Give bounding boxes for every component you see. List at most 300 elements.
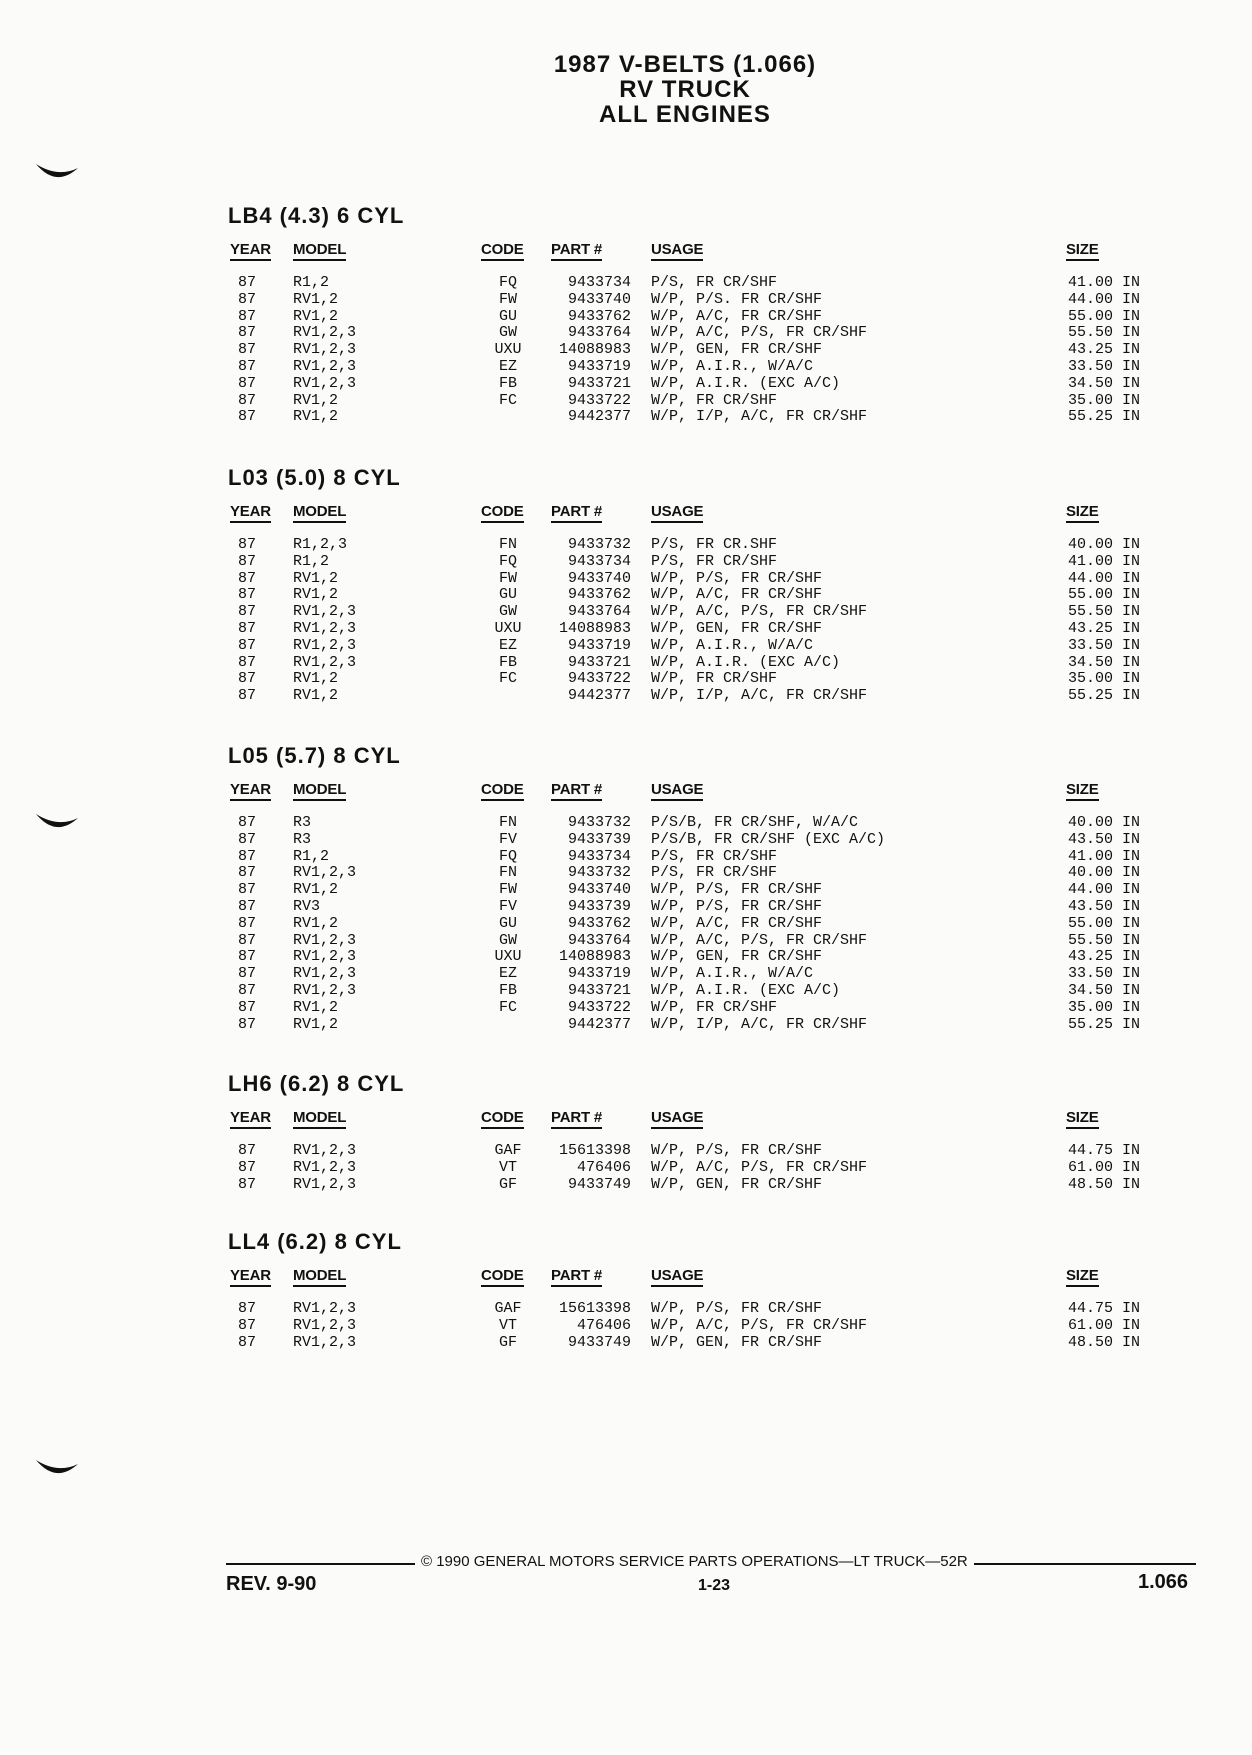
cell-size: 41.00 IN bbox=[1068, 274, 1141, 291]
cell-model: R1,2 bbox=[293, 552, 330, 570]
cell-year: 87 bbox=[238, 324, 257, 342]
cell-size: 33.50 IN bbox=[1068, 965, 1141, 983]
cell-part: 9433764 bbox=[567, 324, 631, 342]
column-header-year: YEAR bbox=[230, 781, 271, 801]
cell-model: RV1,2,3 bbox=[293, 324, 357, 342]
title-line-1: 1987 V-BELTS (1.066) bbox=[553, 51, 817, 78]
cell-code: FB bbox=[498, 374, 517, 392]
engine-section bbox=[228, 1229, 1148, 1351]
cell-part: 9433740 bbox=[567, 569, 631, 587]
cell-part: 9433740 bbox=[567, 881, 631, 899]
cell-size: 44.00 IN bbox=[1068, 290, 1141, 308]
cell-usage: W/P, A/C, P/S, FR CR/SHF bbox=[651, 1158, 868, 1176]
cell-usage: W/P, A/C, FR CR/SHF bbox=[651, 307, 823, 325]
cell-year: 87 bbox=[238, 619, 257, 637]
cell-part: 9433762 bbox=[567, 307, 631, 325]
cell-part: 9433722 bbox=[567, 670, 631, 688]
table-row bbox=[228, 1318, 1148, 1335]
revision-label: REV. 9-90 bbox=[226, 1573, 317, 1595]
cell-part: 9433734 bbox=[567, 274, 631, 291]
table-row bbox=[228, 832, 1148, 849]
cell-size: 44.00 IN bbox=[1068, 569, 1141, 587]
cell-part: 9433721 bbox=[567, 374, 631, 392]
column-header-part: PART # bbox=[551, 503, 602, 523]
cell-model: RV1,2,3 bbox=[293, 1158, 357, 1176]
column-header-code: CODE bbox=[481, 503, 524, 523]
cell-usage: W/P, A/C, FR CR/SHF bbox=[651, 914, 823, 932]
column-header-model: MODEL bbox=[293, 781, 346, 801]
column-headers bbox=[228, 241, 1148, 265]
cell-year: 87 bbox=[238, 586, 257, 604]
cell-code: FN bbox=[498, 864, 517, 882]
cell-part: 9433732 bbox=[567, 536, 631, 553]
cell-usage: W/P, A.I.R., W/A/C bbox=[651, 357, 814, 375]
cell-part: 9433764 bbox=[567, 931, 631, 949]
cell-part: 9433762 bbox=[567, 914, 631, 932]
cell-year: 87 bbox=[238, 408, 257, 426]
cell-model: RV1,2 bbox=[293, 881, 339, 899]
table-row bbox=[228, 571, 1148, 588]
column-header-year: YEAR bbox=[230, 1109, 271, 1129]
column-header-code: CODE bbox=[481, 781, 524, 801]
cell-usage: W/P, A.I.R. (EXC A/C) bbox=[651, 374, 841, 392]
cell-code: FC bbox=[498, 998, 517, 1016]
column-header-year: YEAR bbox=[230, 241, 271, 261]
cell-model: R3 bbox=[293, 814, 312, 831]
cell-model: R1,2 bbox=[293, 847, 330, 865]
cell-usage: W/P, A/C, FR CR/SHF bbox=[651, 586, 823, 604]
cell-usage: W/P, A/C, P/S, FR CR/SHF bbox=[651, 1316, 868, 1334]
table-row bbox=[228, 966, 1148, 983]
cell-model: RV1,2 bbox=[293, 586, 339, 604]
column-header-size: SIZE bbox=[1066, 241, 1099, 261]
cell-part: 9433739 bbox=[567, 830, 631, 848]
cell-year: 87 bbox=[238, 603, 257, 621]
cell-year: 87 bbox=[238, 357, 257, 375]
section-heading: LL4 (6.2) 8 CYL bbox=[228, 1229, 402, 1254]
table-row bbox=[228, 1000, 1148, 1017]
table-row bbox=[228, 554, 1148, 571]
cell-code: GW bbox=[498, 324, 517, 342]
cell-year: 87 bbox=[238, 670, 257, 688]
cell-usage: W/P, I/P, A/C, FR CR/SHF bbox=[651, 408, 868, 426]
table-row bbox=[228, 376, 1148, 393]
cell-size: 41.00 IN bbox=[1068, 552, 1141, 570]
cell-model: RV1,2,3 bbox=[293, 931, 357, 949]
engine-section bbox=[228, 203, 1148, 426]
table-row bbox=[228, 1017, 1148, 1034]
table-body bbox=[228, 275, 1148, 426]
cell-part: 9433719 bbox=[567, 636, 631, 654]
cell-model: RV1,2,3 bbox=[293, 1316, 357, 1334]
column-header-code: CODE bbox=[481, 1267, 524, 1287]
cell-size: 33.50 IN bbox=[1068, 636, 1141, 654]
table-body bbox=[228, 1301, 1148, 1351]
table-row bbox=[228, 882, 1148, 899]
cell-model: RV1,2 bbox=[293, 307, 339, 325]
cell-code: FN bbox=[498, 814, 517, 831]
table-body bbox=[228, 537, 1148, 705]
cell-model: RV1,2 bbox=[293, 290, 339, 308]
cell-model: RV1,2,3 bbox=[293, 864, 357, 882]
cell-part: 9433749 bbox=[567, 1175, 631, 1193]
cell-size: 55.00 IN bbox=[1068, 307, 1141, 325]
table-row bbox=[228, 409, 1148, 426]
cell-size: 35.00 IN bbox=[1068, 391, 1141, 409]
cell-part: 9433739 bbox=[567, 897, 631, 915]
cell-model: RV1,2,3 bbox=[293, 948, 357, 966]
footer-copyright: © 1990 GENERAL MOTORS SERVICE PARTS OPERATIONS—LT TRUCK—52R bbox=[415, 1553, 974, 1570]
cell-model: RV1,2,3 bbox=[293, 965, 357, 983]
table-row bbox=[228, 815, 1148, 832]
cell-year: 87 bbox=[238, 1333, 257, 1351]
cell-model: RV1,2 bbox=[293, 670, 339, 688]
cell-year: 87 bbox=[238, 847, 257, 865]
table-row bbox=[228, 638, 1148, 655]
cell-model: RV1,2,3 bbox=[293, 981, 357, 999]
cell-model: RV1,2 bbox=[293, 687, 339, 705]
cell-model: RV1,2 bbox=[293, 569, 339, 587]
cell-code: FC bbox=[498, 391, 517, 409]
column-headers bbox=[228, 781, 1148, 805]
cell-year: 87 bbox=[238, 1316, 257, 1334]
cell-year: 87 bbox=[238, 341, 257, 359]
cell-usage: W/P, P/S. FR CR/SHF bbox=[651, 290, 823, 308]
table-row bbox=[228, 342, 1148, 359]
cell-code: GU bbox=[498, 914, 517, 932]
cell-code: EZ bbox=[498, 965, 517, 983]
cell-year: 87 bbox=[238, 687, 257, 705]
section-heading: L05 (5.7) 8 CYL bbox=[228, 743, 401, 768]
section-heading: LB4 (4.3) 6 CYL bbox=[228, 203, 405, 228]
engine-section bbox=[228, 743, 1148, 1033]
cell-usage: W/P, FR CR/SHF bbox=[651, 391, 778, 409]
table-row bbox=[228, 849, 1148, 866]
cell-part: 476406 bbox=[576, 1158, 631, 1176]
cell-usage: P/S, FR CR/SHF bbox=[651, 274, 778, 291]
cell-code: FB bbox=[498, 653, 517, 671]
cell-code: GU bbox=[498, 307, 517, 325]
cell-usage: W/P, I/P, A/C, FR CR/SHF bbox=[651, 687, 868, 705]
binder-hole-mark-icon bbox=[34, 812, 80, 834]
cell-code: GF bbox=[498, 1175, 517, 1193]
cell-code: GAF bbox=[494, 1300, 522, 1317]
cell-usage: P/S, FR CR.SHF bbox=[651, 536, 778, 553]
cell-usage: W/P, GEN, FR CR/SHF bbox=[651, 948, 823, 966]
column-header-usage: USAGE bbox=[651, 241, 703, 261]
cell-size: 48.50 IN bbox=[1068, 1333, 1141, 1351]
cell-model: RV1,2,3 bbox=[293, 636, 357, 654]
cell-usage: W/P, P/S, FR CR/SHF bbox=[651, 1142, 823, 1159]
cell-part: 9433734 bbox=[567, 552, 631, 570]
cell-code: VT bbox=[498, 1316, 517, 1334]
column-header-size: SIZE bbox=[1066, 1267, 1099, 1287]
cell-size: 48.50 IN bbox=[1068, 1175, 1141, 1193]
table-row bbox=[228, 916, 1148, 933]
cell-code: VT bbox=[498, 1158, 517, 1176]
cell-size: 40.00 IN bbox=[1068, 864, 1141, 882]
cell-size: 55.25 IN bbox=[1068, 408, 1141, 426]
cell-size: 44.75 IN bbox=[1068, 1142, 1141, 1159]
cell-year: 87 bbox=[238, 1142, 257, 1159]
column-headers bbox=[228, 503, 1148, 527]
table-row bbox=[228, 865, 1148, 882]
cell-part: 9433719 bbox=[567, 965, 631, 983]
cell-code: FB bbox=[498, 981, 517, 999]
cell-size: 61.00 IN bbox=[1068, 1316, 1141, 1334]
cell-usage: W/P, A/C, P/S, FR CR/SHF bbox=[651, 603, 868, 621]
column-header-part: PART # bbox=[551, 1267, 602, 1287]
cell-year: 87 bbox=[238, 1300, 257, 1317]
cell-year: 87 bbox=[238, 948, 257, 966]
cell-part: 9433732 bbox=[567, 814, 631, 831]
cell-size: 35.00 IN bbox=[1068, 998, 1141, 1016]
cell-year: 87 bbox=[238, 552, 257, 570]
cell-year: 87 bbox=[238, 1175, 257, 1193]
cell-usage: W/P, A/C, P/S, FR CR/SHF bbox=[651, 324, 868, 342]
document-number: 1.066 bbox=[1138, 1571, 1189, 1593]
engine-section bbox=[228, 1071, 1148, 1193]
cell-model: RV1,2 bbox=[293, 914, 339, 932]
cell-model: RV1,2 bbox=[293, 1015, 339, 1033]
cell-part: 14088983 bbox=[558, 619, 631, 637]
title-line-2: RV TRUCK bbox=[619, 76, 751, 103]
column-header-model: MODEL bbox=[293, 503, 346, 523]
cell-code: FQ bbox=[498, 274, 517, 291]
cell-year: 87 bbox=[238, 914, 257, 932]
cell-part: 9442377 bbox=[567, 408, 631, 426]
table-row bbox=[228, 983, 1148, 1000]
table-row bbox=[228, 587, 1148, 604]
cell-code: GW bbox=[498, 931, 517, 949]
table-row bbox=[228, 621, 1148, 638]
engine-section bbox=[228, 465, 1148, 705]
cell-size: 55.25 IN bbox=[1068, 687, 1141, 705]
cell-code: FC bbox=[498, 670, 517, 688]
table-row bbox=[228, 949, 1148, 966]
cell-usage: W/P, FR CR/SHF bbox=[651, 998, 778, 1016]
cell-code: FQ bbox=[498, 847, 517, 865]
column-header-size: SIZE bbox=[1066, 1109, 1099, 1129]
table-row bbox=[228, 1301, 1148, 1318]
column-header-usage: USAGE bbox=[651, 781, 703, 801]
cell-code: UXU bbox=[494, 619, 522, 637]
cell-year: 87 bbox=[238, 814, 257, 831]
table-body bbox=[228, 1143, 1148, 1193]
cell-usage: W/P, A/C, P/S, FR CR/SHF bbox=[651, 931, 868, 949]
cell-model: RV1,2,3 bbox=[293, 653, 357, 671]
cell-size: 40.00 IN bbox=[1068, 536, 1141, 553]
cell-year: 87 bbox=[238, 274, 257, 291]
table-row bbox=[228, 933, 1148, 950]
table-row bbox=[228, 325, 1148, 342]
cell-part: 9433762 bbox=[567, 586, 631, 604]
cell-model: R1,2,3 bbox=[293, 536, 348, 553]
binder-hole-mark-icon bbox=[34, 1458, 80, 1480]
table-row bbox=[228, 688, 1148, 705]
cell-model: RV1,2 bbox=[293, 408, 339, 426]
cell-model: RV3 bbox=[293, 897, 321, 915]
table-body bbox=[228, 815, 1148, 1033]
column-header-size: SIZE bbox=[1066, 781, 1099, 801]
column-header-part: PART # bbox=[551, 241, 602, 261]
cell-usage: W/P, A.I.R., W/A/C bbox=[651, 636, 814, 654]
cell-size: 55.25 IN bbox=[1068, 1015, 1141, 1033]
cell-year: 87 bbox=[238, 998, 257, 1016]
cell-usage: W/P, A.I.R. (EXC A/C) bbox=[651, 981, 841, 999]
cell-usage: P/S, FR CR/SHF bbox=[651, 552, 778, 570]
cell-code: UXU bbox=[494, 341, 522, 359]
table-row bbox=[228, 604, 1148, 621]
title-line-3: ALL ENGINES bbox=[599, 101, 771, 128]
table-row bbox=[228, 309, 1148, 326]
cell-code: GW bbox=[498, 603, 517, 621]
cell-usage: W/P, I/P, A/C, FR CR/SHF bbox=[651, 1015, 868, 1033]
column-header-size: SIZE bbox=[1066, 503, 1099, 523]
cell-year: 87 bbox=[238, 881, 257, 899]
column-header-model: MODEL bbox=[293, 1267, 346, 1287]
cell-size: 61.00 IN bbox=[1068, 1158, 1141, 1176]
cell-part: 9433722 bbox=[567, 391, 631, 409]
table-row bbox=[228, 899, 1148, 916]
cell-model: R3 bbox=[293, 830, 312, 848]
section-heading: L03 (5.0) 8 CYL bbox=[228, 465, 401, 490]
cell-usage: W/P, P/S, FR CR/SHF bbox=[651, 897, 823, 915]
cell-part: 476406 bbox=[576, 1316, 631, 1334]
cell-size: 55.00 IN bbox=[1068, 914, 1141, 932]
cell-part: 9433732 bbox=[567, 864, 631, 882]
cell-usage: P/S/B, FR CR/SHF (EXC A/C) bbox=[651, 830, 886, 848]
cell-code: EZ bbox=[498, 357, 517, 375]
table-row bbox=[228, 292, 1148, 309]
cell-part: 14088983 bbox=[558, 948, 631, 966]
table-row bbox=[228, 655, 1148, 672]
cell-size: 43.25 IN bbox=[1068, 619, 1141, 637]
cell-code: GF bbox=[498, 1333, 517, 1351]
cell-usage: W/P, A.I.R., W/A/C bbox=[651, 965, 814, 983]
cell-code: FV bbox=[498, 830, 517, 848]
cell-part: 9433734 bbox=[567, 847, 631, 865]
column-header-year: YEAR bbox=[230, 1267, 271, 1287]
table-row bbox=[228, 537, 1148, 554]
cell-usage: W/P, P/S, FR CR/SHF bbox=[651, 1300, 823, 1317]
cell-model: RV1,2,3 bbox=[293, 603, 357, 621]
table-row bbox=[228, 1143, 1148, 1160]
column-header-year: YEAR bbox=[230, 503, 271, 523]
column-header-code: CODE bbox=[481, 1109, 524, 1129]
cell-code: EZ bbox=[498, 636, 517, 654]
cell-usage: W/P, GEN, FR CR/SHF bbox=[651, 341, 823, 359]
page-number: 1-23 bbox=[698, 1577, 731, 1594]
cell-part: 9442377 bbox=[567, 1015, 631, 1033]
cell-model: RV1,2,3 bbox=[293, 357, 357, 375]
cell-size: 34.50 IN bbox=[1068, 653, 1141, 671]
cell-part: 9433740 bbox=[567, 290, 631, 308]
cell-model: RV1,2,3 bbox=[293, 619, 357, 637]
cell-year: 87 bbox=[238, 830, 257, 848]
cell-year: 87 bbox=[238, 864, 257, 882]
cell-year: 87 bbox=[238, 636, 257, 654]
cell-part: 9433764 bbox=[567, 603, 631, 621]
cell-year: 87 bbox=[238, 965, 257, 983]
cell-usage: P/S, FR CR/SHF bbox=[651, 847, 778, 865]
cell-size: 43.50 IN bbox=[1068, 830, 1141, 848]
cell-code: FQ bbox=[498, 552, 517, 570]
cell-part: 9433722 bbox=[567, 998, 631, 1016]
cell-code: FN bbox=[498, 536, 517, 553]
cell-part: 9433721 bbox=[567, 653, 631, 671]
cell-usage: W/P, A.I.R. (EXC A/C) bbox=[651, 653, 841, 671]
cell-usage: W/P, FR CR/SHF bbox=[651, 670, 778, 688]
column-header-usage: USAGE bbox=[651, 1109, 703, 1129]
column-header-usage: USAGE bbox=[651, 1267, 703, 1287]
cell-size: 41.00 IN bbox=[1068, 847, 1141, 865]
cell-year: 87 bbox=[238, 569, 257, 587]
table-row bbox=[228, 1160, 1148, 1177]
cell-year: 87 bbox=[238, 931, 257, 949]
cell-model: RV1,2,3 bbox=[293, 1300, 357, 1317]
cell-year: 87 bbox=[238, 307, 257, 325]
cell-year: 87 bbox=[238, 374, 257, 392]
cell-size: 35.00 IN bbox=[1068, 670, 1141, 688]
column-header-part: PART # bbox=[551, 1109, 602, 1129]
cell-usage: W/P, P/S, FR CR/SHF bbox=[651, 881, 823, 899]
cell-size: 43.50 IN bbox=[1068, 897, 1141, 915]
column-headers bbox=[228, 1267, 1148, 1291]
cell-size: 55.50 IN bbox=[1068, 603, 1141, 621]
cell-usage: P/S/B, FR CR/SHF, W/A/C bbox=[651, 814, 859, 831]
cell-size: 34.50 IN bbox=[1068, 374, 1141, 392]
cell-size: 55.50 IN bbox=[1068, 324, 1141, 342]
binder-hole-mark-icon bbox=[34, 162, 80, 184]
table-row bbox=[228, 1335, 1148, 1352]
column-header-part: PART # bbox=[551, 781, 602, 801]
cell-model: RV1,2,3 bbox=[293, 1333, 357, 1351]
cell-year: 87 bbox=[238, 897, 257, 915]
cell-part: 9433749 bbox=[567, 1333, 631, 1351]
cell-part: 9433719 bbox=[567, 357, 631, 375]
column-header-model: MODEL bbox=[293, 241, 346, 261]
cell-size: 43.25 IN bbox=[1068, 948, 1141, 966]
cell-model: RV1,2,3 bbox=[293, 341, 357, 359]
column-header-model: MODEL bbox=[293, 1109, 346, 1129]
page-title bbox=[0, 52, 1252, 127]
section-heading: LH6 (6.2) 8 CYL bbox=[228, 1071, 405, 1096]
cell-model: RV1,2,3 bbox=[293, 374, 357, 392]
cell-code: GU bbox=[498, 586, 517, 604]
column-headers bbox=[228, 1109, 1148, 1133]
cell-year: 87 bbox=[238, 536, 257, 553]
cell-model: RV1,2 bbox=[293, 998, 339, 1016]
cell-size: 43.25 IN bbox=[1068, 341, 1141, 359]
cell-model: RV1,2,3 bbox=[293, 1175, 357, 1193]
cell-usage: W/P, P/S, FR CR/SHF bbox=[651, 569, 823, 587]
column-header-code: CODE bbox=[481, 241, 524, 261]
cell-code: FW bbox=[498, 290, 517, 308]
cell-code: FW bbox=[498, 569, 517, 587]
cell-size: 44.75 IN bbox=[1068, 1300, 1141, 1317]
cell-part: 15613398 bbox=[558, 1300, 631, 1317]
table-row bbox=[228, 671, 1148, 688]
cell-usage: P/S, FR CR/SHF bbox=[651, 864, 778, 882]
cell-part: 15613398 bbox=[558, 1142, 631, 1159]
cell-size: 55.00 IN bbox=[1068, 586, 1141, 604]
cell-size: 33.50 IN bbox=[1068, 357, 1141, 375]
cell-code: UXU bbox=[494, 948, 522, 966]
cell-part: 9442377 bbox=[567, 687, 631, 705]
cell-usage: W/P, GEN, FR CR/SHF bbox=[651, 619, 823, 637]
cell-size: 55.50 IN bbox=[1068, 931, 1141, 949]
